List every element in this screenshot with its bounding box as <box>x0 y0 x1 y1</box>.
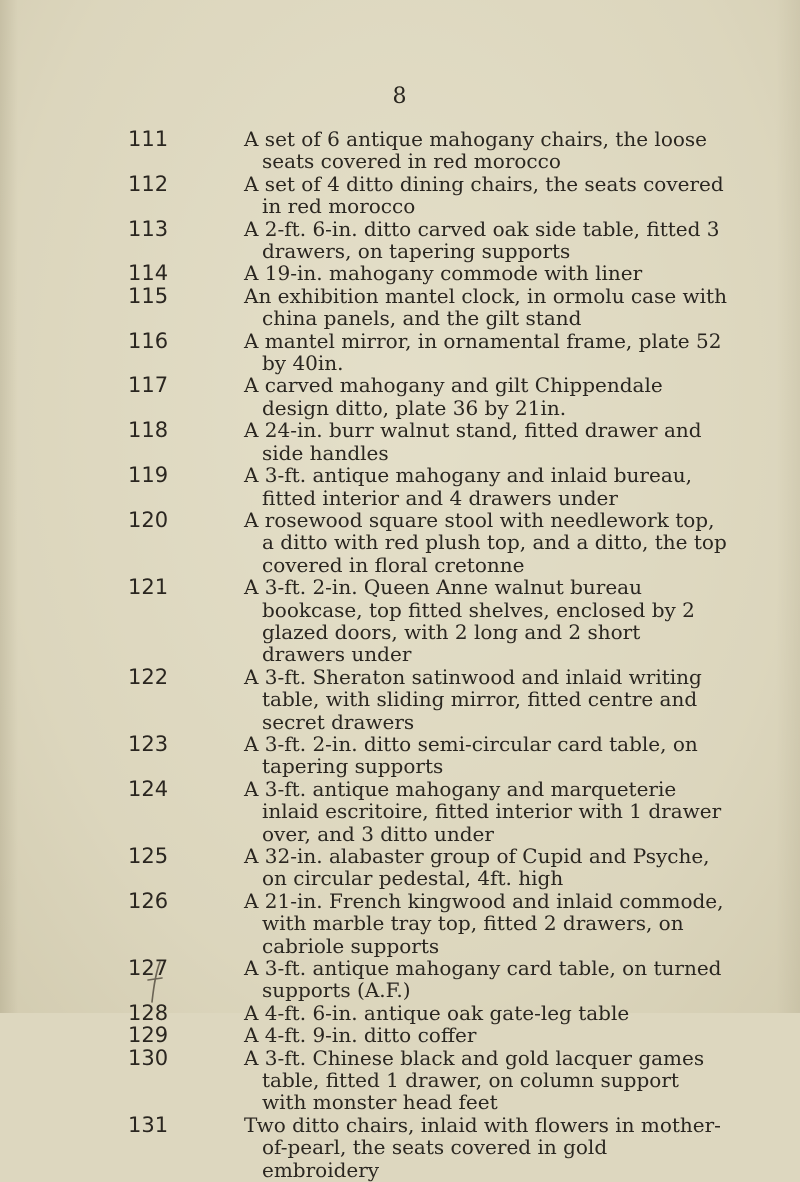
lot-item <box>128 733 728 778</box>
lot-item <box>128 464 728 509</box>
lot-item <box>128 778 728 845</box>
lot-item <box>128 285 728 330</box>
lot-description: A 4-ft. 9-in. ditto coffer <box>244 1023 477 1048</box>
lot-description: A 4-ft. 6-in. antique oak gate-leg table <box>244 1000 630 1025</box>
lot-item <box>128 666 728 733</box>
lot-number: 114 <box>128 261 169 286</box>
lot-item <box>128 890 728 957</box>
lot-description: A 32-in. alabaster group of Cupid and Psyche, on circular pedestal, 4ft. high <box>244 844 710 891</box>
lot-number: 119 <box>128 463 169 488</box>
lot-number: 115 <box>128 283 169 308</box>
lot-description: A 3-ft. Sheraton satinwood and inlaid writing table, with sliding mirror, fitted centre and secret drawers <box>244 664 702 734</box>
lot-item <box>128 218 728 263</box>
lot-item <box>128 330 728 375</box>
lot-description: A 19-in. mahogany commode with liner <box>244 261 643 286</box>
lot-item <box>128 1047 728 1114</box>
lot-number: 113 <box>128 216 169 241</box>
lot-item <box>128 1114 728 1181</box>
lot-description: A 3-ft. antique mahogany and inlaid bureau, fitted interior and 4 drawers under <box>244 463 692 510</box>
lot-description: A 3-ft. 2-in. Queen Anne walnut bureau bookcase, top fitted shelves, enclosed by 2 glazed doors, with 2 long and 2 short drawers under <box>244 575 695 667</box>
lot-item <box>128 128 728 173</box>
lot-item <box>128 419 728 464</box>
lot-number: 116 <box>128 328 169 353</box>
pencil-mark-icon <box>142 958 172 1008</box>
lot-number: 130 <box>128 1045 169 1070</box>
lot-number: 123 <box>128 731 169 756</box>
lot-description: A 3-ft. Chinese black and gold lacquer games table, fitted 1 drawer, on column support with monster head feet <box>244 1045 705 1115</box>
lot-number: 131 <box>128 1112 169 1137</box>
lot-item <box>128 509 728 576</box>
page-number: 8 <box>392 84 408 109</box>
lot-number: 112 <box>128 171 169 196</box>
lot-description: A 24-in. burr walnut stand, fitted drawer and side handles <box>244 418 702 465</box>
lot-description: A 2-ft. 6-in. ditto carved oak side table, fitted 3 drawers, on tapering supports <box>244 216 720 264</box>
lot-description: Two ditto chairs, inlaid with flowers in mother-of-pearl, the seats covered in gold embroidery <box>244 1112 721 1182</box>
lot-description: A 3-ft. 2-in. ditto semi-circular card table, on tapering supports <box>244 731 698 779</box>
lot-description: A 21-in. French kingwood and inlaid commode, with marble tray top, fitted 2 drawers, on cabriole supports <box>244 888 724 958</box>
lot-description: A 3-ft. antique mahogany and marqueterie inlaid escritoire, fitted interior with 1 drawer over, and 3 ditto under <box>244 776 722 846</box>
lot-item <box>128 1024 728 1046</box>
lot-description: A set of 4 ditto dining chairs, the seats covered in red morocco <box>244 171 724 219</box>
lot-number: 111 <box>128 127 169 151</box>
lot-number: 120 <box>128 507 169 532</box>
lot-description: A 3-ft. antique mahogany card table, on turned supports (A.F.) <box>244 956 722 1003</box>
lot-number: 122 <box>128 664 169 689</box>
lot-number: 117 <box>128 373 169 398</box>
lot-item <box>128 1002 728 1024</box>
lot-number: 118 <box>128 418 169 443</box>
lot-number: 129 <box>128 1023 169 1048</box>
lot-item <box>128 576 728 666</box>
lot-number: 126 <box>128 888 169 913</box>
lot-number: 127 <box>128 956 169 981</box>
lot-description: A mantel mirror, in ornamental frame, plate 52 by 40in. <box>244 328 722 376</box>
lot-number: 124 <box>128 776 169 801</box>
lot-description: A set of 6 antique mahogany chairs, the loose seats covered in red morocco <box>244 127 707 174</box>
lot-description: A carved mahogany and gilt Chippendale design ditto, plate 36 by 21in. <box>244 373 663 420</box>
lot-item <box>128 262 728 284</box>
lot-item <box>128 173 728 218</box>
lot-item <box>128 374 728 419</box>
lot-description: A rosewood square stool with needlework top, a ditto with red plush top, and a ditto, the top covered in floral cretonne <box>244 507 727 577</box>
lot-number: 128 <box>128 1000 169 1025</box>
lot-item <box>128 957 728 1002</box>
lot-list <box>128 128 728 1181</box>
lot-description: An exhibition mantel clock, in ormolu case with china panels, and the gilt stand <box>244 283 727 331</box>
lot-item <box>128 845 728 890</box>
lot-number: 125 <box>128 844 169 868</box>
lot-number: 121 <box>128 575 169 600</box>
